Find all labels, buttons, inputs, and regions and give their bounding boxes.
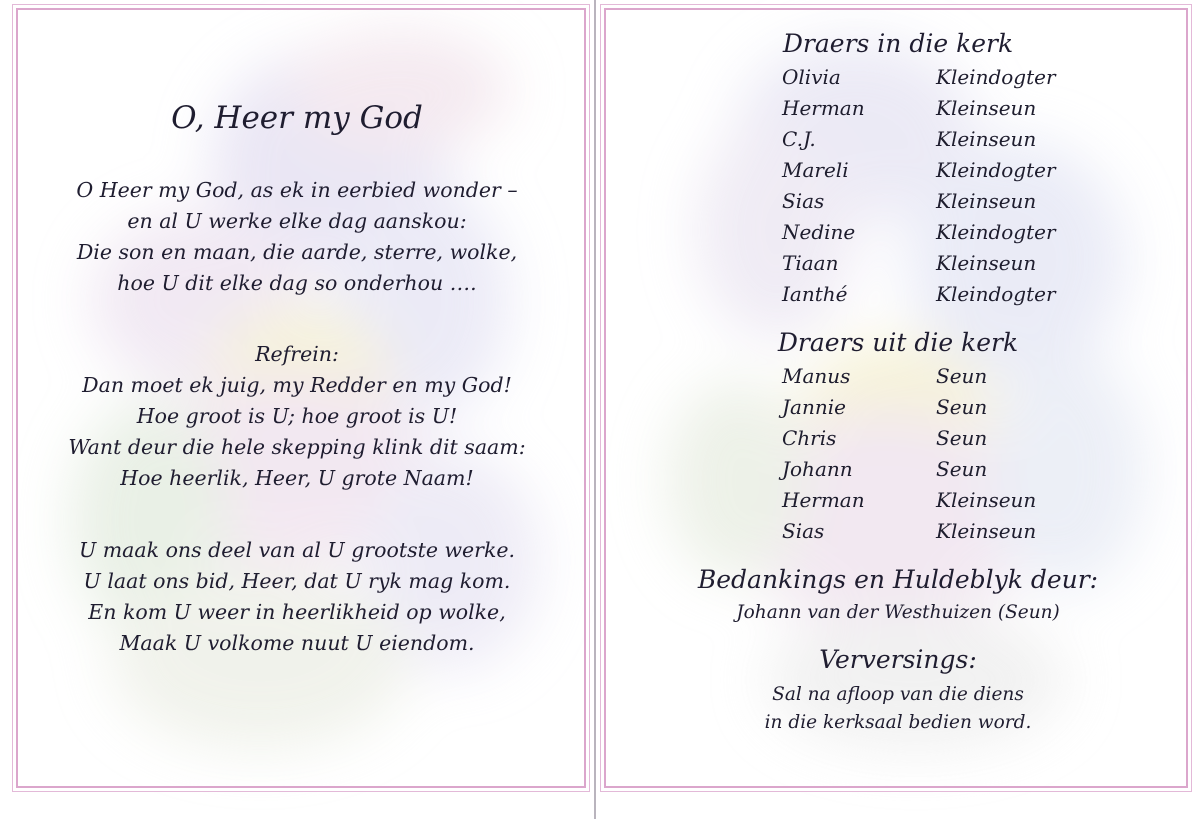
refreshments-line: Sal na afloop van die diens bbox=[772, 684, 1024, 705]
hymn-refrain bbox=[0, 339, 594, 494]
bearers-out-church-heading: Draers uit die kerk bbox=[777, 328, 1019, 357]
bearer-role: Kleindogter bbox=[936, 282, 1056, 306]
bearer-name: Mareli bbox=[782, 158, 849, 182]
bearer-role: Kleinseun bbox=[936, 96, 1037, 120]
verse-line: U laat ons bid, Heer, dat U ryk mag kom. bbox=[83, 569, 511, 593]
refrain-line: Hoe groot is U; hoe groot is U! bbox=[136, 404, 458, 428]
bearer-name: Herman bbox=[782, 488, 865, 512]
right-page bbox=[596, 0, 1200, 819]
bearer-name: Tiaan bbox=[782, 251, 839, 275]
bearer-role: Seun bbox=[936, 457, 988, 481]
verse-line: Die son en maan, die aarde, sterre, wolke, bbox=[76, 240, 518, 264]
refreshments-text bbox=[596, 681, 1200, 737]
bearers-in-church-heading: Draers in die kerk bbox=[782, 29, 1014, 58]
refrain-line: Hoe heerlik, Heer, U grote Naam! bbox=[120, 466, 474, 490]
verse-line: Maak U volkome nuut U eiendom. bbox=[119, 631, 475, 655]
bearer-name: Jannie bbox=[782, 395, 846, 419]
thanks-name: Johann van der Westhuizen (Seun) bbox=[736, 602, 1060, 623]
left-page bbox=[0, 0, 594, 819]
bearer-role: Kleinseun bbox=[936, 488, 1037, 512]
hymn-title: O, Heer my God bbox=[171, 100, 423, 136]
bearer-name: Nedine bbox=[782, 220, 856, 244]
bearer-role: Seun bbox=[936, 364, 988, 388]
refreshments-line: in die kerksaal bedien word. bbox=[764, 712, 1032, 733]
verse-line: U maak ons deel van al U grootste werke. bbox=[78, 538, 516, 562]
bearer-role: Kleinseun bbox=[936, 189, 1037, 213]
bearer-role: Kleinseun bbox=[936, 251, 1037, 275]
bearer-name: Olivia bbox=[782, 65, 841, 89]
refrain-label: Refrein: bbox=[255, 342, 339, 366]
verse-line: O Heer my God, as ek in eerbied wonder – bbox=[76, 178, 518, 202]
bearer-name: Manus bbox=[782, 364, 851, 388]
bearer-role: Seun bbox=[936, 395, 988, 419]
bearer-role: Kleindogter bbox=[936, 158, 1056, 182]
refreshments-heading: Verversings: bbox=[819, 645, 977, 674]
bearer-role: Seun bbox=[936, 426, 988, 450]
bearer-name: Sias bbox=[782, 189, 825, 213]
bearer-name: Ianthé bbox=[782, 282, 848, 306]
bearer-name: Herman bbox=[782, 96, 865, 120]
bearer-role: Kleinseun bbox=[936, 127, 1037, 151]
bearer-name: Johann bbox=[782, 457, 853, 481]
bearer-role: Kleindogter bbox=[936, 65, 1056, 89]
verse-line: hoe U dit elke dag so onderhou …. bbox=[117, 271, 477, 295]
bearer-role: Kleinseun bbox=[936, 519, 1037, 543]
bearer-name: Sias bbox=[782, 519, 825, 543]
hymn-verse-2 bbox=[0, 535, 594, 659]
verse-line: en al U werke elke dag aanskou: bbox=[127, 209, 467, 233]
hymn-verse-1 bbox=[0, 175, 594, 299]
refrain-line: Dan moet ek juig, my Redder en my God! bbox=[82, 373, 512, 397]
bearer-role: Kleindogter bbox=[936, 220, 1056, 244]
thanks-heading: Bedankings en Huldeblyk deur: bbox=[697, 565, 1099, 594]
bearer-name: C.J. bbox=[782, 127, 816, 151]
bearer-name: Chris bbox=[782, 426, 837, 450]
refrain-line: Want deur die hele skepping klink dit saam: bbox=[68, 435, 526, 459]
verse-line: En kom U weer in heerlikheid op wolke, bbox=[88, 600, 506, 624]
